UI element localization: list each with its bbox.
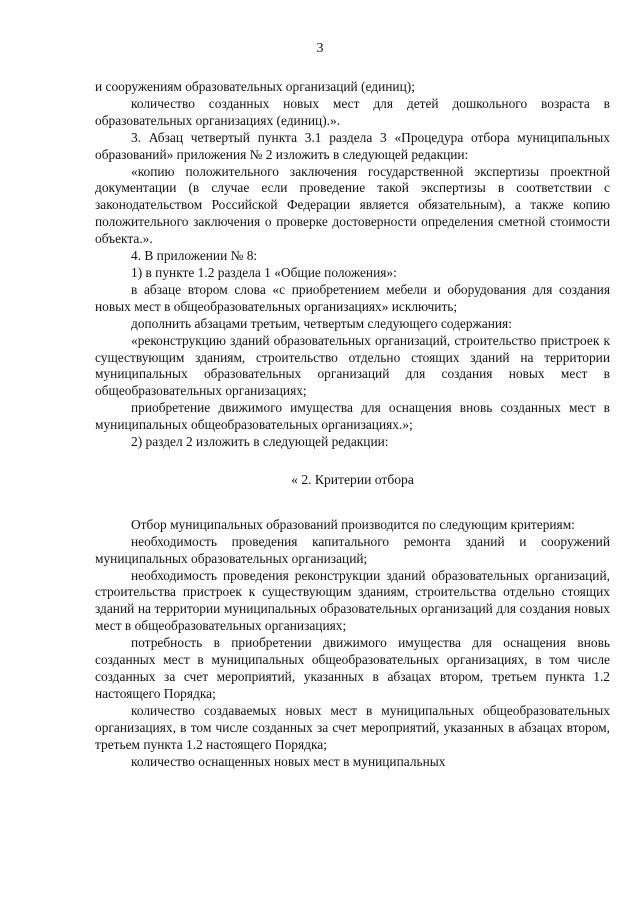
paragraph-8: дополнить абзацами третьим, четвертым следующего содержания: xyxy=(131,315,512,331)
page-number: 3 xyxy=(316,41,324,56)
paragraph-9: «реконструкцию зданий образовательных организаций, строительство пристроек к существующим зданиям, строительство отдельно стоящих зданий на территории муниципальных образовательных организаций для создания новых мест в общеобразовательных организациях; xyxy=(95,332,610,399)
section-heading: « 2. Критерии отбора xyxy=(291,471,414,487)
paragraph-7: в абзаце втором слова «с приобретением мебели и оборудования для создания новых мест в общеобразовательных организациях» исключить; xyxy=(95,281,610,314)
paragraph-2: количество созданных новых мест для детей дошкольного возраста в образовательных организациях (единиц).». xyxy=(95,95,610,128)
criteria-paragraph-5: количество создаваемых новых мест в муниципальных общеобразовательных организациях, в том числе созданных за счет мероприятий, указанных в абзацах втором, третьем пункта 1.2 настоящего Порядка; xyxy=(95,702,610,752)
paragraph-4: «копию положительного заключения государственной экспертизы проектной документации (в случае если проведение такой экспертизы в соответствии с законодательством Российской Федерации является обязательным), а также копию положительного заключения о проверке достоверности определения сметной стоимости объекта.». xyxy=(95,163,610,247)
criteria-paragraph-3: необходимость проведения реконструкции зданий образовательных организаций, строительства пристроек к существующим зданиям, строительства отдельно стоящих зданий на территории муниципальных образовательных организаций для создания новых мест в общеобразовательных организациях; xyxy=(95,567,610,634)
paragraph-6: 1) в пункте 1.2 раздела 1 «Общие положения»: xyxy=(131,264,397,280)
criteria-paragraph-1: Отбор муниципальных образований производится по следующим критериям: xyxy=(131,516,575,532)
document-body xyxy=(95,79,610,770)
criteria-paragraph-2: необходимость проведения капитального ремонта зданий и сооружений муниципальных образовательных организаций; xyxy=(95,533,610,566)
criteria-paragraph-6: количество оснащенных новых мест в муниципальных xyxy=(131,753,446,769)
paragraph-5: 4. В приложении № 8: xyxy=(131,248,258,264)
paragraph-3: 3. Абзац четвертый пункта 3.1 раздела 3 «Процедура отбора муниципальных образований» приложения № 2 изложить в следующей редакции: xyxy=(95,129,610,162)
criteria-paragraph-4: потребность в приобретении движимого имущества для оснащения вновь созданных мест в муниципальных общеобразовательных организациях, в том числе созданных за счет мероприятий, указанных в абзацах втором, третьем пункта 1.2 настоящего Порядка; xyxy=(95,635,610,701)
paragraph-1: и сооружениям образовательных организаций (единиц); xyxy=(95,79,415,94)
paragraph-10: приобретение движимого имущества для оснащения вновь созданных мест в муниципальных общеобразовательных организациях.»; xyxy=(95,400,610,433)
paragraph-11: 2) раздел 2 изложить в следующей редакции: xyxy=(131,434,389,450)
